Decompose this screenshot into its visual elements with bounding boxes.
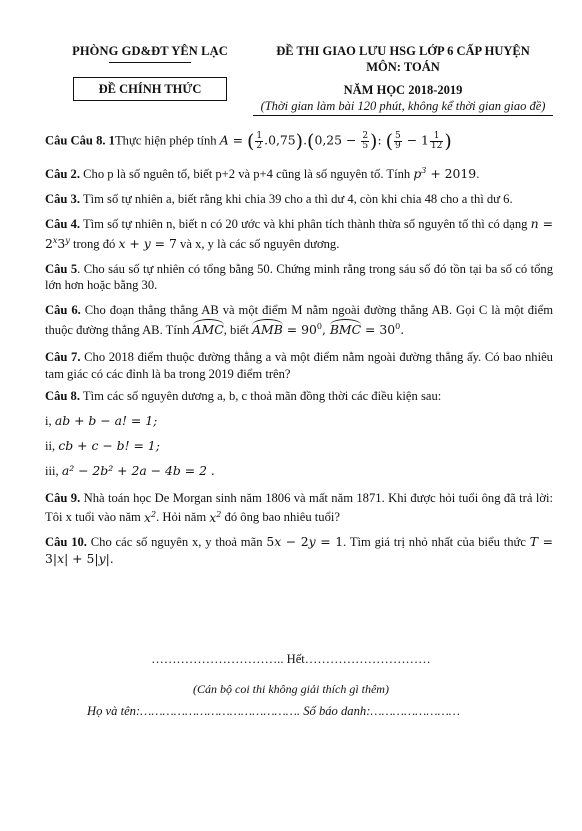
question-5	[45, 261, 553, 295]
questions	[45, 128, 553, 568]
question-10	[45, 534, 553, 568]
exam-subject: MÔN: TOÁN	[366, 60, 440, 74]
item-3-expression: a² − 2b² + 2a − 4b = 2 .	[61, 462, 215, 478]
question-8-item-3	[45, 463, 553, 480]
question-7-text: Cho 2018 điểm thuộc đường thẳng a và một điểm nằm ngoài đường thẳng ấy. Có bao nhiêu tam giác có các đỉnh là ba trong 2019 điểm trên?	[45, 349, 553, 381]
angle-amc: AMC	[192, 322, 224, 338]
question-6-text-2: , biết	[223, 323, 249, 338]
question-8-item-1	[45, 413, 553, 430]
time-note-text: (Thời gian làm bài 120 phút, không kể thời gian giao đề)	[260, 99, 546, 113]
question-2-expression: $p^3$	[413, 166, 427, 182]
fraction-1-2: $\frac{1}{2}$	[256, 131, 263, 151]
question-6-text-1: Cho đoạn thẳng thẳng AB và một điểm M nằm ngoài đường thẳng AB. Gọi C là một điểm thuộc đường thẳng AB. Tính	[45, 303, 553, 338]
question-10-equation: 5x − 2y = 1	[266, 534, 344, 550]
question-1-expression: A	[219, 132, 229, 148]
end-marker: ………………………….. Hết…………………………	[151, 652, 431, 666]
question-10-label: Câu 10.	[45, 535, 87, 550]
question-4-text-1: Tìm số tự nhiên n, biết n có 20 ước và khi phân tích thành thừa số nguyên tố thì có dạng	[82, 216, 528, 231]
question-10-text-2: . Tìm giá trị nhỏ nhất của biểu thức	[343, 535, 526, 550]
question-2: Câu 2. Cho p là số nguên tố, biết p+2 và p+4 cũng là số nguyên tố. Tính $p^3 + 2019$.	[45, 166, 480, 182]
question-9	[45, 490, 553, 527]
question-3-text: Tìm số tự nhiên a, biết rằng khi chia 39 cho a thì dư 4, còn khi chia 48 cho a thì dư 6.	[80, 191, 513, 206]
exam-title: ĐỀ THI GIAO LƯU HSG LỚP 6 CẤP HUYỆN	[276, 44, 530, 58]
question-3	[45, 191, 553, 208]
question-4-condition: x	[118, 235, 126, 251]
header-right	[253, 44, 553, 116]
question-4-text-2: trong đó	[72, 236, 116, 251]
fraction-5-9: $\frac{5}{9}$	[395, 131, 401, 151]
question-10-expression: T = 3|x| + 5|y|.	[45, 534, 553, 567]
question-8	[45, 388, 553, 405]
proctor-note: (Cán bộ coi thi không giải thích gì thêm)	[193, 682, 389, 696]
question-8-item-2	[45, 438, 553, 455]
question-10-text-1: Cho các số nguyên x, y thoả mãn	[90, 535, 263, 550]
question-8-text: Tìm các số nguyên dương a, b, c thoả mãn đồng thời các điều kiện sau:	[82, 389, 442, 404]
department-underline	[109, 62, 191, 63]
time-note-underline	[253, 115, 553, 116]
question-3-label: Câu 3.	[45, 191, 80, 206]
question-1-text: Thực hiện phép tính	[114, 133, 217, 148]
question-5-label: Câu 5	[45, 261, 78, 276]
angle-bmc: BMC	[329, 322, 362, 338]
official-label: ĐỀ CHÍNH THỨC	[73, 77, 227, 101]
item-3-prefix: iii,	[45, 463, 59, 478]
question-7	[45, 349, 553, 383]
candidate-info-line: Họ và tên:……………………………………. Số báo danh:……………………	[87, 704, 460, 718]
angle-amb: AMB	[252, 322, 283, 338]
header-left	[50, 44, 250, 101]
question-1: Câu Câu 8. 1Thực hiện phép tính A = ( $\frac{1}{2}$ .0,75).(0,25 − $\frac{2}{5}$ ): ( $\frac{5}{9}$ − 1 $\frac{1}{12}$ )	[45, 130, 452, 153]
item-1-expression: ab + b − a! = 1;	[54, 413, 158, 429]
question-4-label: Câu 4.	[45, 216, 81, 231]
x-squared-2: $x^2$	[209, 509, 222, 525]
question-2-tail: .	[476, 167, 480, 182]
department-name: PHÒNG GD&ĐT YÊN LẠC	[72, 44, 228, 58]
question-6: Câu 6. Cho đoạn thẳng thẳng AB và một điểm M nằm ngoài đường thẳng AB. Gọi C là một điểm thuộc đường thẳng AB. Tính AMC, biết AMB = $90^0$, BMC = $30^0$.	[45, 303, 553, 338]
question-2-label: Câu 2.	[45, 167, 80, 182]
question-4: Câu 4. Tìm số tự nhiên n, biết n có 20 ước và khi phân tích thành thừa số nguyên tố thì có dạng $n = 2^x3^y$ trong đó x + y = 7 và x, y là các số nguyên dương.	[45, 215, 553, 251]
item-2-expression: cb + c − b! = 1;	[58, 438, 160, 453]
item-1-prefix: i,	[45, 414, 52, 429]
question-2-text: Cho p là số nguên tố, biết p+2 và p+4 cũng là số nguyên tố. Tính	[83, 167, 411, 182]
time-note	[253, 99, 553, 116]
question-7-label: Câu 7.	[45, 349, 81, 364]
question-4-formula: n	[530, 215, 539, 231]
question-1-label: Câu Câu 8. 1	[45, 133, 115, 148]
question-9-text-1: Nhà toán học De Morgan sinh năm 1806 và mất năm 1871. Khi được hỏi tuổi ông đã trả lời: Tôi x tuổi vào năm	[45, 490, 553, 525]
question-6-label: Câu 6.	[45, 303, 81, 318]
x-squared-1: $x^2$	[144, 509, 157, 525]
question-8-label: Câu 8.	[45, 389, 80, 404]
fraction-1-12: $\frac{1}{12}$	[430, 131, 443, 151]
school-year: NĂM HỌC 2018-2019	[343, 83, 463, 97]
question-9-text-3: đó ông bao nhiêu tuổi?	[224, 510, 340, 525]
question-9-label: Câu 9.	[45, 490, 81, 505]
question-9-text-2: . Hỏi năm	[156, 510, 207, 525]
item-2-prefix: ii,	[45, 439, 56, 453]
question-4-text-3: và x, y là các số nguyên dương.	[180, 236, 340, 251]
fraction-2-5: $\frac{2}{5}$	[362, 131, 369, 151]
question-5-text: . Cho sáu số tự nhiên có tổng bằng 50. Chứng minh rằng trong sáu số đó tồn tại ba số có tổng lớn hơn hoặc bằng 30.	[45, 261, 553, 293]
